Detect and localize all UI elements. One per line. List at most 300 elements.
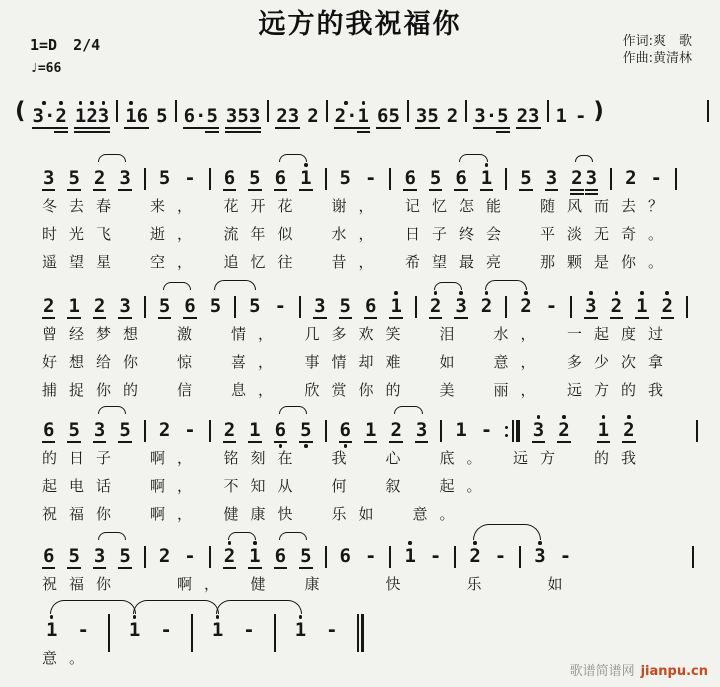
note-digit: - — [184, 545, 196, 567]
note-token — [403, 540, 416, 573]
note-digit: 2 — [223, 419, 236, 441]
note-digit: 2 — [469, 545, 481, 567]
note-digit: 5 — [68, 545, 80, 567]
note-token — [334, 100, 359, 135]
note-token — [274, 290, 287, 323]
octave-dot-below — [429, 191, 442, 197]
note-digit: 2 — [520, 295, 532, 317]
note-digit: 2 — [623, 419, 635, 441]
slur-arc — [279, 532, 308, 540]
note-digit: 3 — [532, 419, 545, 441]
note-digit: 6 — [223, 167, 236, 189]
note-digit: - — [184, 167, 196, 189]
note-token — [45, 614, 58, 647]
note-digit: 1 — [125, 105, 137, 127]
octave-dot-below — [446, 127, 459, 133]
octave-dot-below — [454, 319, 467, 325]
note-digit: 2 — [661, 295, 673, 317]
song-title: 远方的我祝福你 — [258, 9, 462, 40]
octave-dot-below — [454, 191, 467, 197]
note-token — [389, 290, 402, 325]
note-token — [183, 162, 196, 195]
slur-arc — [394, 406, 424, 414]
octave-dot-below — [209, 317, 222, 323]
note-digit: - — [184, 419, 196, 441]
lyric-line: 曾经梦想 激 情， 几多欢笑 泪 水， 一起度过 — [42, 325, 676, 343]
note-digit: 6 — [274, 167, 287, 189]
slur-arc — [163, 282, 192, 290]
note-digit: 3 — [225, 105, 238, 127]
octave-dot-below — [299, 191, 312, 197]
note-token — [299, 162, 312, 197]
octave-dot-below — [67, 443, 80, 449]
note-token — [294, 614, 307, 647]
octave-dot-below — [158, 567, 171, 573]
octave-dot-below — [223, 443, 236, 449]
barline — [547, 100, 549, 122]
note-digit: 1 — [211, 619, 224, 641]
octave-dot-below — [32, 129, 57, 135]
note-digit: 1 — [455, 419, 467, 441]
note-digit: 2 — [610, 295, 623, 317]
notes-row — [36, 148, 696, 192]
octave-dot-below — [650, 189, 663, 195]
octave-dot-below — [306, 127, 319, 133]
note-digit: 5 — [68, 419, 80, 441]
note-digit: 1 — [46, 619, 58, 641]
note-token — [299, 540, 312, 575]
note-digit: 3 — [119, 295, 131, 317]
note-digit: 5 — [119, 545, 131, 567]
note-token — [306, 100, 319, 133]
note-digit: 1 — [480, 167, 493, 189]
note-digit: 2 — [158, 545, 171, 567]
note-digit: 3· — [474, 105, 498, 127]
octave-dot-below — [415, 443, 428, 449]
note-digit: 5 — [300, 545, 312, 567]
octave-dot-below — [426, 129, 439, 135]
note-token — [480, 290, 493, 323]
lyric-line: 的日子 啊， 铭刻在 我 心 底。 远方 的我 — [42, 449, 649, 467]
barline — [325, 546, 327, 568]
note-token — [622, 414, 635, 449]
note-digit: 3 — [415, 105, 428, 127]
note-token — [473, 100, 498, 135]
note-digit: 1 — [249, 419, 261, 441]
note-digit: 3 — [585, 167, 598, 189]
barline — [610, 168, 612, 190]
octave-dot-below — [597, 443, 610, 449]
note-digit: - — [326, 619, 338, 641]
octave-dot-below — [480, 191, 493, 197]
note-digit: 3 — [93, 545, 106, 567]
note-digit: 2 — [429, 295, 442, 317]
note-digit: 2 — [55, 105, 67, 127]
octave-dot-below — [183, 189, 196, 195]
tempo-marking: ♩=66 — [30, 61, 62, 76]
note-digit: 5 — [339, 167, 351, 189]
octave-dot-below — [661, 319, 674, 325]
octave-dot-below — [325, 641, 338, 647]
octave-dot-below — [570, 195, 583, 201]
note-digit: 2 — [516, 105, 529, 127]
note-digit: - — [494, 545, 507, 567]
barline — [175, 100, 177, 122]
octave-dot-below — [584, 319, 597, 325]
barline — [274, 614, 276, 652]
note-digit: 2 — [93, 295, 106, 317]
octave-dot-below — [339, 189, 352, 195]
note-token — [454, 414, 467, 447]
note-digit: 1 — [390, 295, 402, 317]
octave-dot-below — [299, 569, 312, 575]
slur-arc — [575, 155, 594, 162]
note-digit: 5 — [427, 105, 439, 127]
octave-dot-below — [158, 441, 171, 447]
barline — [389, 168, 391, 190]
note-digit: 6 — [376, 105, 389, 127]
octave-dot-below — [248, 569, 261, 575]
note-digit: 1 — [300, 167, 312, 189]
note-token — [635, 290, 648, 325]
octave-dot-below — [557, 443, 570, 449]
note-token — [93, 162, 106, 197]
note-token — [223, 540, 236, 575]
octave-dot-below — [155, 127, 168, 133]
octave-dot-below — [313, 319, 326, 325]
note-token — [67, 414, 80, 449]
note-digit: 6 — [274, 545, 287, 567]
note-digit: 2· — [334, 105, 358, 127]
note-token — [494, 540, 507, 573]
note-digit: 5 — [158, 167, 171, 189]
note-token — [480, 414, 493, 447]
barline — [116, 100, 118, 122]
note-token — [76, 614, 89, 647]
barline — [191, 614, 193, 652]
note-digit: 5 — [520, 167, 532, 189]
note-token — [287, 100, 300, 135]
note-digit: 6 — [43, 545, 55, 567]
note-token — [610, 290, 623, 325]
octave-dot-below — [357, 133, 370, 139]
octave-dot-below — [67, 569, 80, 575]
octave-dot-below — [334, 129, 359, 135]
note-token — [574, 100, 587, 133]
octave-dot-below — [67, 319, 80, 325]
note-token — [387, 100, 400, 135]
note-digit: 5 — [339, 295, 351, 317]
note-digit: - — [545, 295, 558, 317]
notes-row — [36, 526, 700, 570]
note-token — [519, 162, 532, 197]
note-token — [242, 614, 255, 647]
octave-dot-below — [42, 319, 55, 325]
note-token — [584, 290, 597, 325]
watermark-site: 歌谱简谱网 — [569, 664, 635, 679]
note-token — [545, 290, 558, 323]
barline — [325, 420, 327, 442]
note-digit: - — [243, 619, 255, 641]
octave-dot-below — [93, 319, 106, 325]
barline — [209, 546, 211, 568]
note-token — [183, 414, 196, 447]
slur-arc — [98, 532, 127, 540]
note-digit: 6 — [404, 167, 416, 189]
note-digit: - — [160, 619, 172, 641]
note-digit: - — [650, 167, 662, 189]
note-token — [67, 162, 80, 197]
note-token — [248, 162, 261, 197]
note-token — [519, 290, 532, 323]
note-digit: 3 — [528, 105, 540, 127]
barline — [707, 100, 709, 122]
note-digit: 1 — [555, 105, 567, 127]
note-digit: 6 — [339, 419, 351, 441]
watermark-brand: jianpu.cn — [640, 664, 708, 679]
bar-thick — [516, 420, 520, 442]
note-token — [532, 414, 545, 449]
note-digit: 1 — [74, 105, 87, 127]
barline — [692, 546, 694, 568]
note-token — [339, 290, 352, 325]
note-token — [429, 540, 442, 573]
note-digit: - — [364, 545, 377, 567]
octave-dot-below — [93, 443, 106, 449]
octave-dot-below — [274, 569, 287, 575]
octave-dot-below — [480, 441, 493, 447]
barline — [144, 420, 146, 442]
note-digit: 2 — [558, 419, 570, 441]
note-token — [93, 414, 106, 449]
note-token — [183, 100, 208, 135]
note-digit: 5 — [156, 105, 168, 127]
note-digit: - — [480, 419, 493, 441]
note-token — [209, 290, 222, 323]
octave-dot-below — [223, 569, 236, 575]
lyric-line: 祝福你 啊， 健康快 乐如 意。 — [42, 505, 467, 523]
note-token — [205, 100, 218, 139]
octave-dot-below — [97, 133, 110, 139]
octave-dot-below — [403, 191, 416, 197]
octave-dot-below — [555, 127, 568, 133]
note-digit: 2 — [276, 105, 288, 127]
note-digit: 5 — [429, 167, 442, 189]
lyricist-credit: 作词:爽 歌 — [622, 34, 692, 49]
note-digit: 2 — [480, 295, 493, 317]
lyric-line: 冬去春 来， 花开花 谢， 记忆怎能 随风而去？ — [42, 197, 676, 215]
octave-dot-below — [545, 191, 558, 197]
note-digit: 3 — [43, 167, 55, 189]
note-digit: 5 — [300, 419, 312, 441]
barline — [389, 546, 391, 568]
note-token — [364, 540, 377, 573]
slur-arc — [133, 600, 220, 614]
note-token — [274, 540, 287, 575]
octave-dot-below — [242, 641, 255, 647]
octave-dot-below — [387, 129, 400, 135]
note-token — [274, 414, 287, 449]
barline — [144, 168, 146, 190]
octave-dot-below — [159, 641, 172, 647]
octave-dot-below — [183, 319, 196, 325]
note-digit: 6 — [184, 295, 196, 317]
octave-dot-below — [76, 641, 89, 647]
slur-arc — [434, 282, 463, 290]
octave-dot-below — [364, 567, 377, 573]
note-token — [248, 100, 261, 139]
note-token — [555, 100, 568, 133]
octave-dot-below — [93, 191, 106, 197]
note-digit: 1 — [68, 295, 80, 317]
note-digit: - — [364, 167, 377, 189]
notes-row — [12, 86, 712, 130]
intro-paren: ( — [15, 98, 26, 124]
note-token — [446, 100, 459, 133]
octave-dot-below — [93, 569, 106, 575]
octave-dot-below — [287, 129, 300, 135]
octave-dot-below — [158, 189, 171, 195]
note-token — [624, 162, 637, 195]
slur-arc — [279, 406, 308, 414]
note-token — [42, 414, 55, 449]
octave-dot-below — [339, 319, 352, 325]
barline — [505, 296, 507, 318]
slur-arc — [216, 600, 303, 614]
octave-dot-below — [496, 133, 509, 139]
octave-dot-below — [624, 189, 637, 195]
note-token — [429, 162, 442, 197]
note-digit: 5 — [209, 295, 222, 317]
octave-dot-below — [45, 641, 58, 647]
note-digit: 6 — [43, 419, 55, 441]
octave-dot-below — [610, 319, 623, 325]
octave-dot-below — [527, 129, 540, 135]
note-token — [299, 414, 312, 449]
note-digit: 1 — [404, 545, 416, 567]
note-token — [429, 290, 442, 325]
octave-dot-below — [533, 567, 546, 573]
note-digit: 5 — [158, 295, 171, 317]
note-token — [118, 162, 131, 197]
slur-arc — [98, 154, 127, 162]
octave-dot-below — [532, 443, 545, 449]
composer-credit: 作曲:黄清林 — [622, 51, 692, 66]
octave-dot-below — [574, 127, 587, 133]
octave-dot-below — [473, 129, 498, 135]
lyric-line: 遥望星 空， 追忆往 昔， 希望最亮 那颗是你。 — [42, 253, 676, 271]
note-digit: 3 — [93, 419, 106, 441]
octave-dot-below — [205, 133, 218, 139]
slur-arc — [50, 600, 137, 614]
note-digit: 1 — [249, 545, 261, 567]
octave-dot-below — [635, 319, 648, 325]
note-digit: 3 — [585, 295, 597, 317]
octave-dot-below — [118, 319, 131, 325]
barline — [675, 168, 677, 190]
barline — [209, 420, 211, 442]
note-token — [597, 414, 610, 449]
note-digit: 6 — [274, 419, 287, 441]
lyric-line: 祝福你 啊， 健 康 快 乐 如 — [42, 575, 575, 593]
note-token — [364, 162, 377, 195]
octave-dot-below — [42, 443, 55, 449]
note-digit: 6 — [136, 105, 149, 127]
note-digit: - — [77, 619, 89, 641]
note-digit: 6· — [183, 105, 207, 127]
note-token — [42, 162, 55, 197]
octave-dot-below — [339, 567, 352, 573]
repeat-barline — [505, 420, 520, 442]
note-token — [183, 290, 196, 325]
slur-arc — [459, 154, 489, 162]
octave-dot-below — [389, 319, 402, 325]
note-token — [480, 162, 493, 197]
note-digit: 2 — [446, 105, 459, 127]
note-token — [155, 100, 168, 133]
octave-dot-below — [211, 641, 224, 647]
note-token — [415, 414, 428, 449]
dot — [505, 434, 508, 437]
barline — [465, 100, 467, 122]
note-token — [42, 540, 55, 575]
note-digit: 3 — [545, 167, 558, 189]
octave-dot-below — [519, 317, 532, 323]
note-digit: 1 — [364, 419, 377, 441]
note-digit: 3 — [415, 419, 428, 441]
note-digit: 3· — [32, 105, 56, 127]
octave-dot-below — [585, 195, 598, 201]
note-token — [426, 100, 439, 135]
octave-dot-below — [364, 319, 377, 325]
note-token — [364, 290, 377, 325]
note-digit: 3 — [455, 295, 467, 317]
note-digit: 2 — [223, 545, 236, 567]
note-digit: 5 — [249, 295, 261, 317]
note-token — [339, 414, 352, 449]
note-digit: - — [429, 545, 442, 567]
octave-dot-below — [248, 317, 261, 323]
note-digit: 1 — [128, 619, 141, 641]
note-token — [274, 162, 287, 197]
octave-dot-below — [299, 443, 312, 449]
octave-dot-below — [519, 191, 532, 197]
note-token — [325, 614, 338, 647]
octave-dot-below — [67, 191, 80, 197]
note-digit: 3 — [97, 105, 110, 127]
note-digit: 3 — [248, 105, 261, 127]
dot — [279, 444, 283, 448]
octave-dot-below — [468, 567, 481, 573]
octave-dot-below — [136, 129, 149, 135]
repeat-dots — [505, 426, 508, 437]
note-token — [454, 162, 467, 197]
note-token — [183, 540, 196, 573]
note-token — [118, 414, 131, 449]
note-digit: 6 — [364, 295, 377, 317]
barline — [440, 420, 442, 442]
note-digit: 6 — [339, 545, 351, 567]
octave-dot-below — [274, 317, 287, 323]
note-digit: 1 — [636, 295, 648, 317]
note-token — [118, 290, 131, 325]
note-token — [118, 540, 131, 575]
note-token — [128, 614, 141, 647]
note-digit: 5 — [237, 105, 249, 127]
notes-row — [36, 400, 704, 444]
octave-dot-below — [248, 443, 261, 449]
note-digit: - — [559, 545, 572, 567]
